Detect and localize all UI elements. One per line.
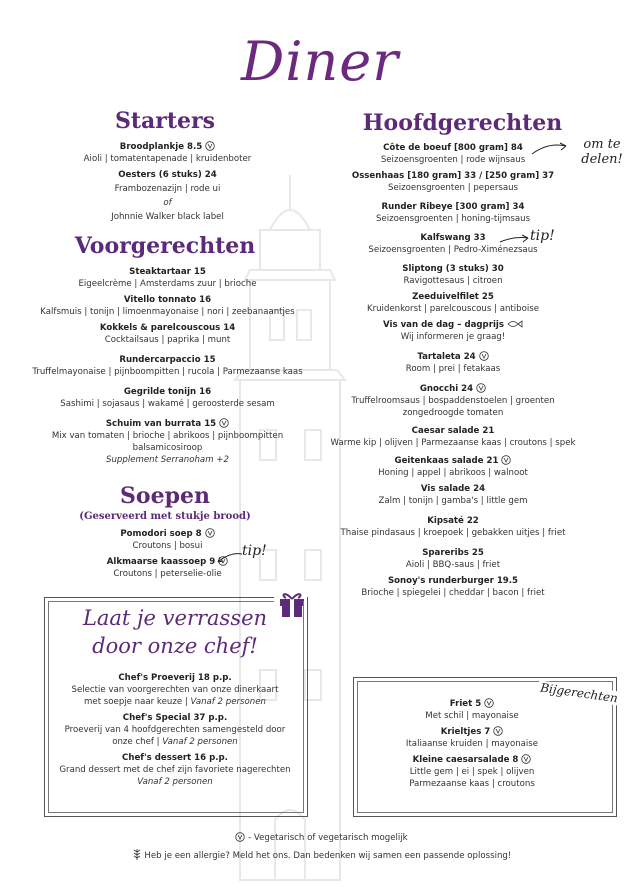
vegetarian-icon	[476, 383, 486, 393]
chef-box-top-line-inner	[48, 601, 274, 602]
menu-item-desc: Warme kip | olijven | Parmezaanse kaas | croutons | spek	[330, 438, 576, 448]
menu-item-desc: Wij informeren je graag!	[400, 332, 506, 342]
menu-item-name: Gegrilde tonijn 16	[123, 387, 212, 397]
menu-item-desc: Frambozenazijn | rode ui	[114, 184, 221, 194]
vegetarian-icon	[479, 351, 489, 361]
menu-item-name: Sonoy's runderburger 19.5	[387, 576, 519, 586]
menu-item-desc: Met schil | mayonaise	[425, 711, 519, 721]
vegetarian-icon	[205, 141, 215, 151]
menu-item-name: Gnocchi 24	[322, 383, 584, 395]
vegetarian-icon	[235, 832, 245, 842]
menu-item-name: Zeeduivelfilet 25	[412, 292, 494, 302]
menu-item-desc: Ravigottesaus | citroen	[403, 276, 503, 286]
tip-annotation: tip!	[530, 228, 555, 244]
chef-heading-line1: Laat je verrassen	[82, 606, 268, 630]
menu-item-desc: Parmezaanse kaas | croutons	[409, 779, 535, 789]
soepen-list	[20, 524, 315, 580]
menu-item-name: Vis van de dag – dagprijs	[322, 319, 584, 331]
vegetarian-icon	[501, 455, 511, 465]
om-te-delen-annotation: om te delen!	[581, 137, 623, 167]
menu-item-desc: Aioli | tomatentapenade | kruidenboter	[83, 154, 252, 164]
tip-arrow-icon	[498, 232, 530, 246]
menu-item-name: Chef's Proeverij 18 p.p.	[118, 673, 232, 683]
menu-item-name: Krieltjes 7	[357, 726, 587, 738]
menu-item-name: Kalfswang 33	[420, 233, 486, 243]
page-title: Diner	[240, 30, 400, 93]
menu-item-name: Chef's dessert 16 p.p.	[122, 753, 228, 763]
tip-annotation: tip!	[242, 543, 267, 559]
menu-item-name: Tartaleta 24	[322, 351, 584, 363]
vegetarian-icon	[205, 528, 215, 538]
supplement-note: Supplement Serranoham +2	[106, 455, 229, 465]
chef-list	[50, 668, 300, 788]
menu-item-desc: Croutons | peterselie-olie	[113, 569, 222, 579]
voorgerechten-heading: Voorgerechten	[74, 233, 256, 259]
menu-item-desc: Truffelmayonaise | pijnboompitten | rucola | Parmezaanse kaas	[32, 367, 303, 377]
menu-item-desc: Mix van tomaten | brioche | abrikoos | pijnboompitten	[51, 431, 284, 441]
menu-item-name: Steaktartaar 15	[129, 267, 206, 277]
menu-item-desc: Honing | appel | abrikoos | walnoot	[378, 468, 528, 478]
menu-item-desc: onze chef | Vanaf 2 personen	[112, 737, 238, 747]
vegetarian-icon	[521, 754, 531, 764]
menu-item-desc: Croutons | bosui	[132, 541, 203, 551]
starters-list	[20, 137, 315, 223]
menu-item-desc: Selectie van voorgerechten van onze dinerkaart	[71, 685, 279, 695]
menu-item-name: Broodplankje 8.5	[20, 141, 315, 153]
fish-icon	[507, 319, 523, 329]
menu-item-desc: Seizoensgroenten | pepersaus	[387, 183, 519, 193]
allergy-notice: Heb je een allergie? Meld het ons. Dan bedenken wij samen een passende oplossing!	[0, 848, 640, 861]
menu-item-desc: Little gem | ei | spek | olijven	[409, 767, 535, 777]
soepen-subtitle: (Geserveerd met stukje brood)	[79, 511, 251, 522]
menu-item-name: Kleine caesarsalade 8	[357, 754, 587, 766]
menu-item-desc: Cocktailsaus | paprika | munt	[104, 335, 231, 345]
menu-item-name: Sliptong (3 stuks) 30	[402, 264, 504, 274]
menu-item-name: Caesar salade 21	[411, 426, 495, 436]
menu-item-name: Ossenhaas [180 gram] 33 / [250 gram] 37	[351, 171, 555, 181]
menu-item-desc: Italiaanse kruiden | mayonaise	[405, 739, 539, 749]
chef-heading-line2: door onze chef!	[92, 634, 258, 658]
menu-item-name: Côte de boeuf [800 gram] 84	[383, 143, 523, 153]
menu-item-desc: Brioche | spiegelei | cheddar | bacon | friet	[361, 588, 545, 598]
menu-item-desc: Grand dessert met de chef zijn favoriete nagerechten	[59, 765, 291, 775]
menu-item-name: Alkmaarse kaassoep 9	[20, 556, 315, 568]
menu-item-name: Friet 5	[357, 698, 587, 710]
menu-item-desc: Seizoensgroenten | Pedro-Ximénezsaus	[368, 245, 538, 255]
menu-item-desc: Kruidenkorst | parelcouscous | antiboise	[366, 304, 540, 314]
menu-item-desc: Aioli | BBQ-saus | friet	[405, 560, 501, 570]
vegetarian-icon	[484, 698, 494, 708]
menu-item-desc: met soepje naar keuze | Vanaf 2 personen	[84, 697, 266, 707]
menu-item-desc: Seizoensgroenten | honing-tijmsaus	[375, 214, 531, 224]
menu-item-name: Kipsaté 22	[427, 516, 479, 526]
menu-item-desc: Thaise pindasaus | kroepoek | gebakken uitjes | friet	[340, 528, 566, 538]
menu-item-name: Oesters (6 stuks) 24	[118, 170, 217, 180]
menu-item-desc: Kalfsmuis | tonijn | limoenmayonaise | nori | zeebanaantjes	[40, 307, 295, 317]
menu-item-desc: Seizoensgroenten | rode wijnsaus	[380, 155, 526, 165]
wheat-icon	[132, 848, 142, 861]
menu-item-desc: balsamicosiroop	[132, 443, 203, 453]
menu-item-desc: Johnnie Walker black label	[111, 212, 224, 222]
menu-item-name: Runder Ribeye [300 gram] 34	[381, 202, 525, 212]
menu-item-name: Spareribs 25	[422, 548, 484, 558]
menu-item-name: Vitello tonnato 16	[123, 295, 212, 305]
menu-item-desc: Truffelroomsaus | bospaddenstoelen | groenten	[351, 396, 555, 406]
menu-item-desc: zongedroogde tomaten	[402, 408, 504, 418]
chef-box-top-line	[44, 597, 274, 598]
soepen-heading: Soepen	[120, 483, 210, 509]
bijgerechten-list	[357, 694, 587, 790]
menu-item-desc: Room | prei | fetakaas	[405, 364, 501, 374]
hoofdgerechten-list	[322, 138, 584, 599]
menu-item-name: Geitenkaas salade 21	[322, 455, 584, 467]
menu-item-note: Vanaf 2 personen	[137, 777, 213, 787]
menu-item-name: Kokkels & parelcouscous 14	[99, 323, 236, 333]
bijgerechten-heading: Bijgerechten	[539, 680, 619, 706]
vegetarian-legend: - Vegetarisch of vegetarisch mogelijk	[0, 832, 640, 843]
hoofdgerechten-heading: Hoofdgerechten	[362, 110, 563, 136]
menu-item-desc: Eigeelcrème | Amsterdams zuur | brioche	[78, 279, 257, 289]
starters-heading: Starters	[114, 108, 216, 134]
menu-item-name: Schuim van burrata 15	[20, 418, 315, 430]
voorgerechten-list	[20, 262, 315, 466]
menu-item-name: Pomodori soep 8	[20, 528, 315, 540]
menu-item-desc: Zalm | tonijn | gamba's | little gem	[378, 496, 528, 506]
vegetarian-icon	[493, 726, 503, 736]
menu-item-name: Vis salade 24	[420, 484, 486, 494]
or-text: of	[163, 198, 172, 208]
tip-arrow-icon	[214, 550, 244, 566]
menu-item-name: Chef's Special 37 p.p.	[122, 713, 228, 723]
menu-item-name: Rundercarpaccio 15	[119, 355, 216, 365]
menu-item-desc: Proeverij van 4 hoofdgerechten samengesteld door	[64, 725, 286, 735]
menu-item-desc: Sashimi | sojasaus | wakamé | geroosterde sesam	[60, 399, 275, 409]
vegetarian-icon	[219, 418, 229, 428]
